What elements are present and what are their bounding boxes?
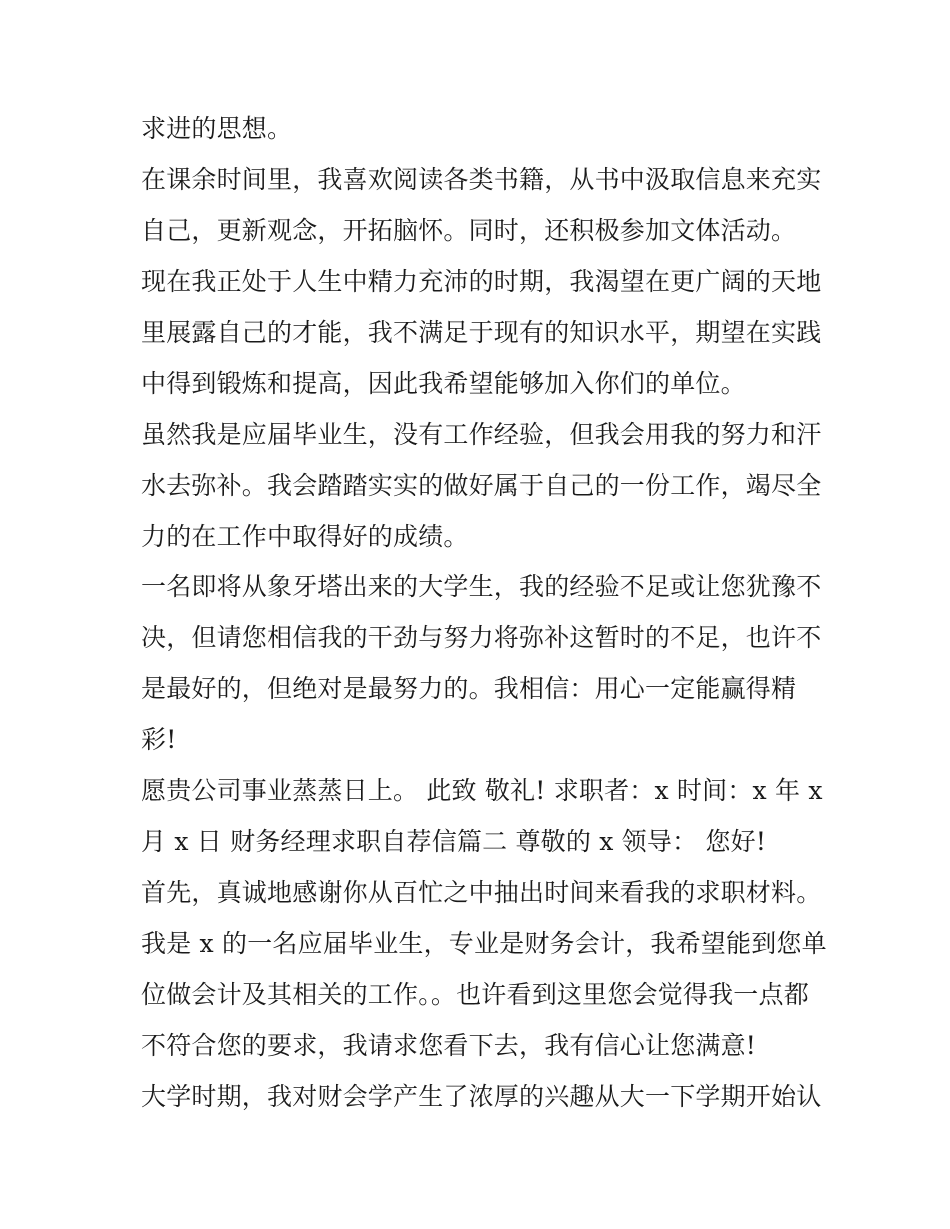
text-line: 水去弥补。我会踏踏实实的做好属于自己的一份工作，竭尽全: [141, 471, 822, 500]
text-line: 求进的思想。: [141, 114, 293, 143]
text-line: 不符合您的要求，我请求您看下去，我有信心让您满意!: [141, 1031, 757, 1060]
text-line: 里展露自己的才能，我不满足于现有的知识水平，期望在实践: [141, 318, 822, 347]
text-line: 中得到锻炼和提高，因此我希望能够加入你们的单位。: [141, 369, 746, 398]
text-line: 月 x 日 财务经理求职自荐信篇二 尊敬的 x 领导： 您好!: [141, 827, 767, 856]
text-line: 是最好的，但绝对是最努力的。我相信：用心一定能赢得精: [141, 674, 797, 703]
text-line: 大学时期，我对财会学产生了浓厚的兴趣从大一下学期开始认: [141, 1082, 822, 1111]
text-line: 位做会计及其相关的工作。。也许看到这里您会觉得我一点都: [141, 980, 809, 1009]
text-line: 我是 x 的一名应届毕业生，专业是财务会计，我希望能到您单: [141, 929, 827, 958]
text-line: 力的在工作中取得好的成绩。: [141, 522, 469, 551]
text-line: 愿贵公司事业蒸蒸日上。 此致 敬礼! 求职者：x 时间：x 年 x: [141, 776, 823, 805]
text-line: 自己，更新观念，开拓脑怀。同时，还积极参加文体活动。: [141, 216, 797, 245]
text-line: 一名即将从象牙塔出来的大学生，我的经验不足或让您犹豫不: [141, 572, 822, 601]
text-line: 决，但请您相信我的干劲与努力将弥补这暂时的不足，也许不: [141, 623, 822, 652]
text-line: 在课余时间里，我喜欢阅读各类书籍，从书中汲取信息来充实: [141, 165, 822, 194]
text-line: 彩!: [141, 725, 177, 754]
text-line: 首先，真诚地感谢你从百忙之中抽出时间来看我的求职材料。: [141, 878, 822, 907]
text-line: 虽然我是应届毕业生，没有工作经验，但我会用我的努力和汗: [141, 420, 822, 449]
text-line: 现在我正处于人生中精力充沛的时期，我渴望在更广阔的天地: [141, 267, 822, 296]
